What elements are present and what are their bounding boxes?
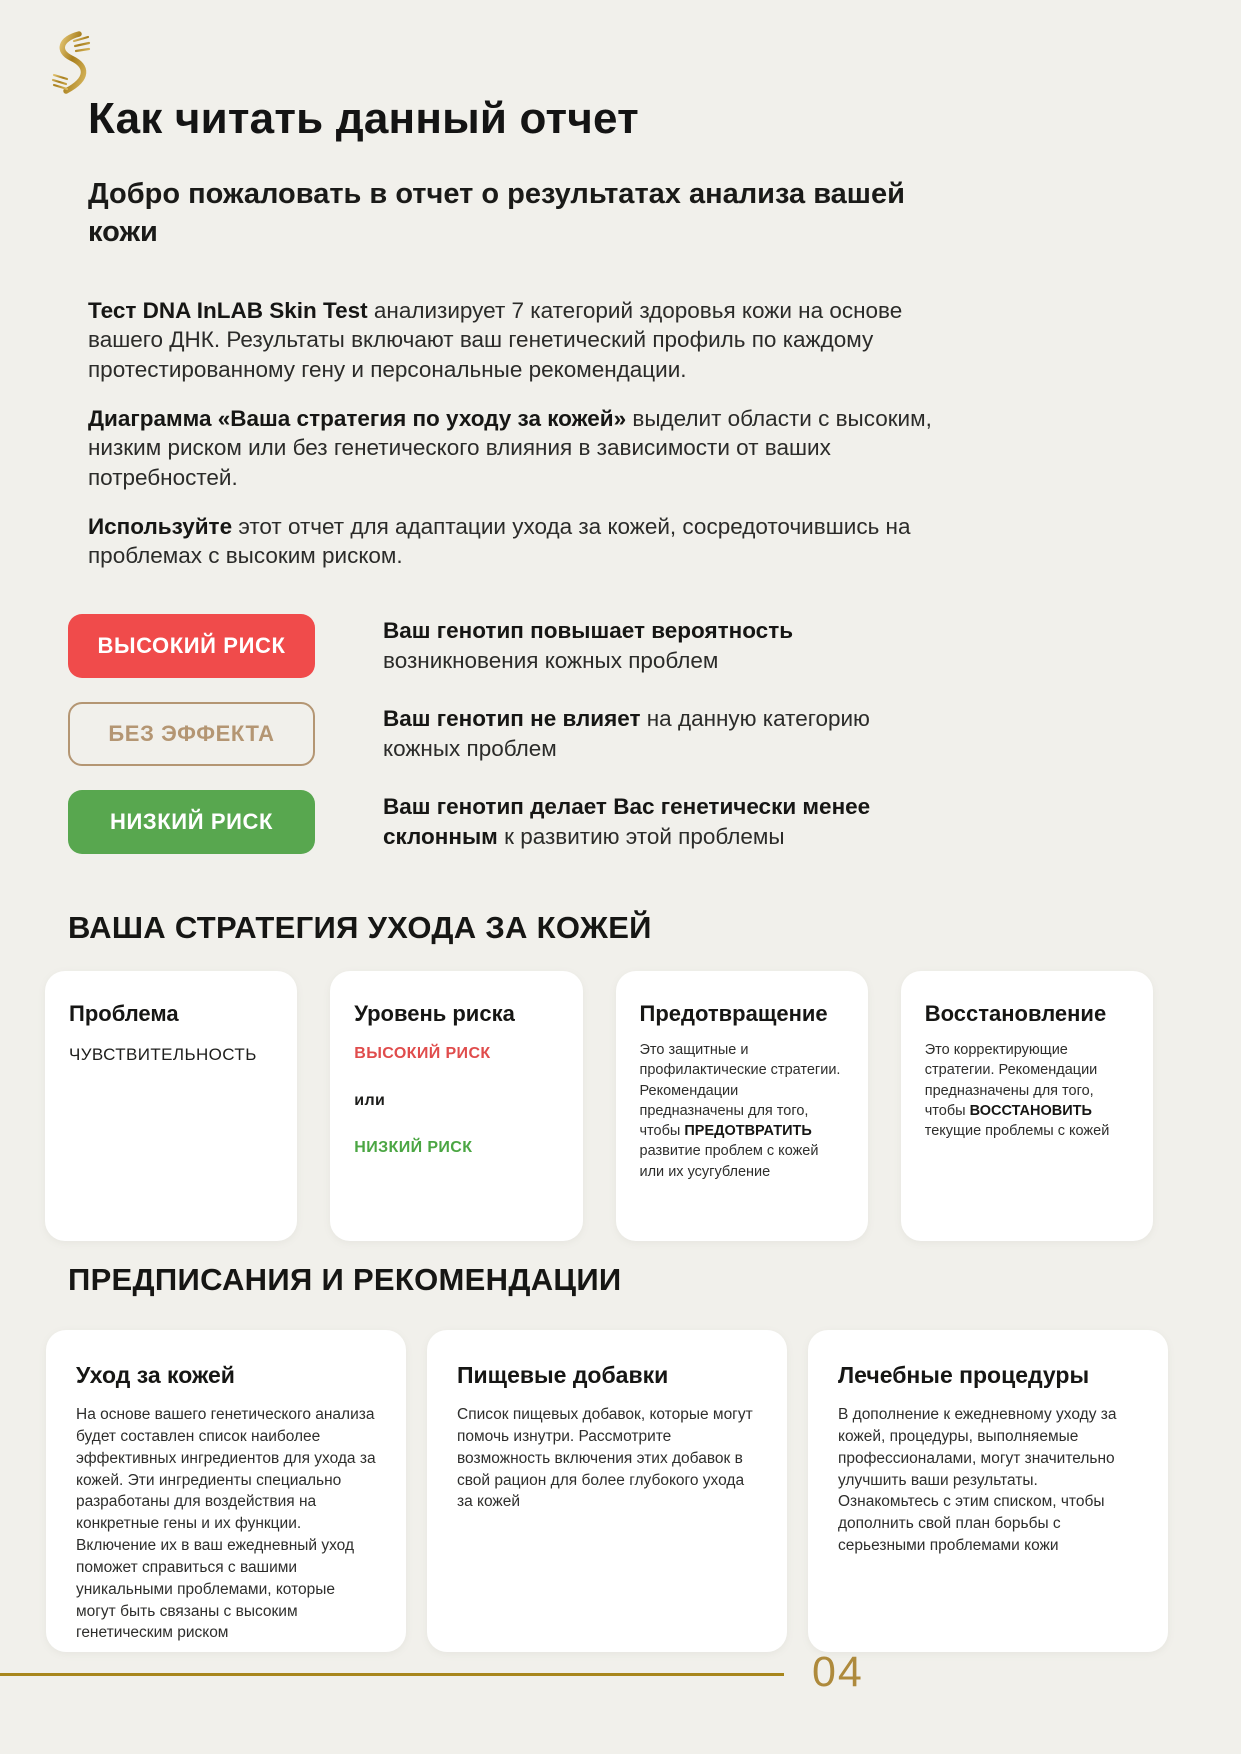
intro-paragraph-1-rest: анализирует 7 категорий здоровья кожи на основе вашего ДНК. Результаты включают ваш генетический профиль по каждому протестированному гену и персональные рекомендации. — [88, 298, 903, 382]
treatments-card-body: В дополнение к ежедневному уходу за кожей, процедуры, выполняемые профессионалами, могут значительно улучшить ваши результаты. Ознакомьтесь с этим списком, чтобы дополнить свой план борьбы с серьезными проблемами кожи — [838, 1406, 1117, 1555]
restoration-card-body-bold: ВОССТАНОВИТЬ — [969, 1102, 1092, 1119]
page-number: 04 — [812, 1648, 864, 1696]
low-risk-description — [383, 792, 883, 852]
dna-helix-icon — [45, 30, 97, 96]
prevention-card-body-bold: ПРЕДОТВРАТИТЬ — [684, 1123, 812, 1140]
low-risk-badge: НИЗКИЙ РИСК — [68, 790, 315, 854]
high-risk-description-bold: Ваш генотип повышает вероятность — [383, 618, 794, 644]
legend-row-high-risk — [68, 614, 1168, 678]
skincare-card-title: Уход за кожей — [76, 1362, 235, 1388]
intro-paragraph-3-bold: Используйте — [88, 514, 233, 539]
intro-paragraph-2 — [88, 404, 968, 492]
treatments-card-title: Лечебные процедуры — [838, 1362, 1090, 1388]
prescriptions-section-title: ПРЕДПИСАНИЯ И РЕКОМЕНДАЦИИ — [68, 1262, 622, 1297]
legend-row-low-risk — [68, 790, 1168, 854]
strategy-section-title: ВАША СТРАТЕГИЯ УХОДА ЗА КОЖЕЙ — [68, 910, 652, 945]
intro-paragraph-2-rest: выделит области с высоким, низким риском или без генетического влияния в зависимости от ваших потребностей. — [88, 406, 932, 490]
skincare-card-body: На основе вашего генетического анализа будет составлен список наиболее эффективных ингредиентов для ухода за кожей. Эти ингредиенты специально разработаны для воздействия на конкретные гены и их функции. Включение их в ваш ежедневный уход поможет справиться с вашими уникальными проблемами, которые могут быть связаны с высоким генетическим риском — [76, 1406, 376, 1642]
prevention-card — [616, 971, 868, 1241]
treatments-card — [808, 1330, 1168, 1652]
problem-card — [45, 971, 297, 1241]
intro-paragraph-1-bold: Тест DNA InLAB Skin Test — [88, 298, 368, 323]
intro-paragraph-3-rest: этот отчет для адаптации ухода за кожей, сосредоточившись на проблемах с высоким риском. — [88, 514, 911, 569]
no-effect-description-rest: на данную категорию кожных проблем — [383, 706, 870, 761]
no-effect-description-bold: Ваш генотип не влияет — [383, 706, 641, 732]
high-risk-description — [383, 616, 883, 676]
prevention-card-body — [640, 1040, 844, 1182]
page-subtitle: Добро пожаловать в отчет о результатах анализа вашей кожи — [88, 178, 905, 248]
restoration-card — [901, 971, 1153, 1241]
intro-paragraph-3 — [88, 512, 968, 571]
supplements-card-title: Пищевые добавки — [457, 1362, 669, 1388]
risk-level-low-label: НИЗКИЙ РИСК — [354, 1139, 473, 1156]
high-risk-description-rest: возникновения кожных проблем — [383, 648, 719, 673]
prevention-card-title: Предотвращение — [639, 1001, 828, 1026]
strategy-cards-row — [45, 971, 1153, 1241]
risk-level-or-label: или — [354, 1092, 386, 1109]
restoration-card-title: Восстановление — [924, 1001, 1107, 1026]
restoration-card-body-pre: Это корректирующие стратегии. Рекомендации предназначены для того, чтобы — [924, 1042, 1098, 1119]
skincare-card — [46, 1330, 406, 1652]
no-effect-description — [383, 704, 883, 764]
supplements-card — [427, 1330, 787, 1652]
low-risk-description-rest: к развитию этой проблемы — [497, 824, 785, 849]
supplements-card-body: Список пищевых добавок, которые могут помочь изнутри. Рассмотрите возможность включения этих добавок в свой рацион для более глубокого ухода за кожей — [457, 1406, 753, 1511]
legend-row-no-effect — [68, 702, 1168, 766]
no-effect-badge: БЕЗ ЭФФЕКТА — [68, 702, 315, 766]
risk-level-card — [330, 971, 582, 1241]
intro-paragraph-2-bold: Диаграмма «Ваша стратегия по уходу за кожей» — [88, 406, 627, 431]
restoration-card-body-post: текущие проблемы с кожей — [924, 1123, 1110, 1140]
footer-divider-line — [0, 1673, 784, 1676]
prescriptions-cards-row — [46, 1330, 1153, 1652]
prevention-card-body-pre: Это защитные и профилактические стратегии. Рекомендации предназначены для того, чтобы — [639, 1042, 841, 1140]
intro-paragraph-1 — [88, 296, 968, 384]
high-risk-badge: ВЫСОКИЙ РИСК — [68, 614, 315, 678]
low-risk-description-bold: Ваш генотип делает Вас генетически менее склонным — [383, 794, 871, 849]
problem-card-title: Проблема — [69, 1001, 179, 1026]
restoration-card-body — [925, 1040, 1129, 1141]
page-title: Как читать данный отчет — [88, 94, 639, 143]
risk-level-high-label: ВЫСОКИЙ РИСК — [354, 1045, 491, 1062]
problem-card-value: ЧУВСТВИТЕЛЬНОСТЬ — [69, 1045, 257, 1064]
risk-level-card-title: Уровень риска — [354, 1001, 515, 1026]
prevention-card-body-post: развитие проблем с кожей или их усугубление — [639, 1143, 819, 1180]
